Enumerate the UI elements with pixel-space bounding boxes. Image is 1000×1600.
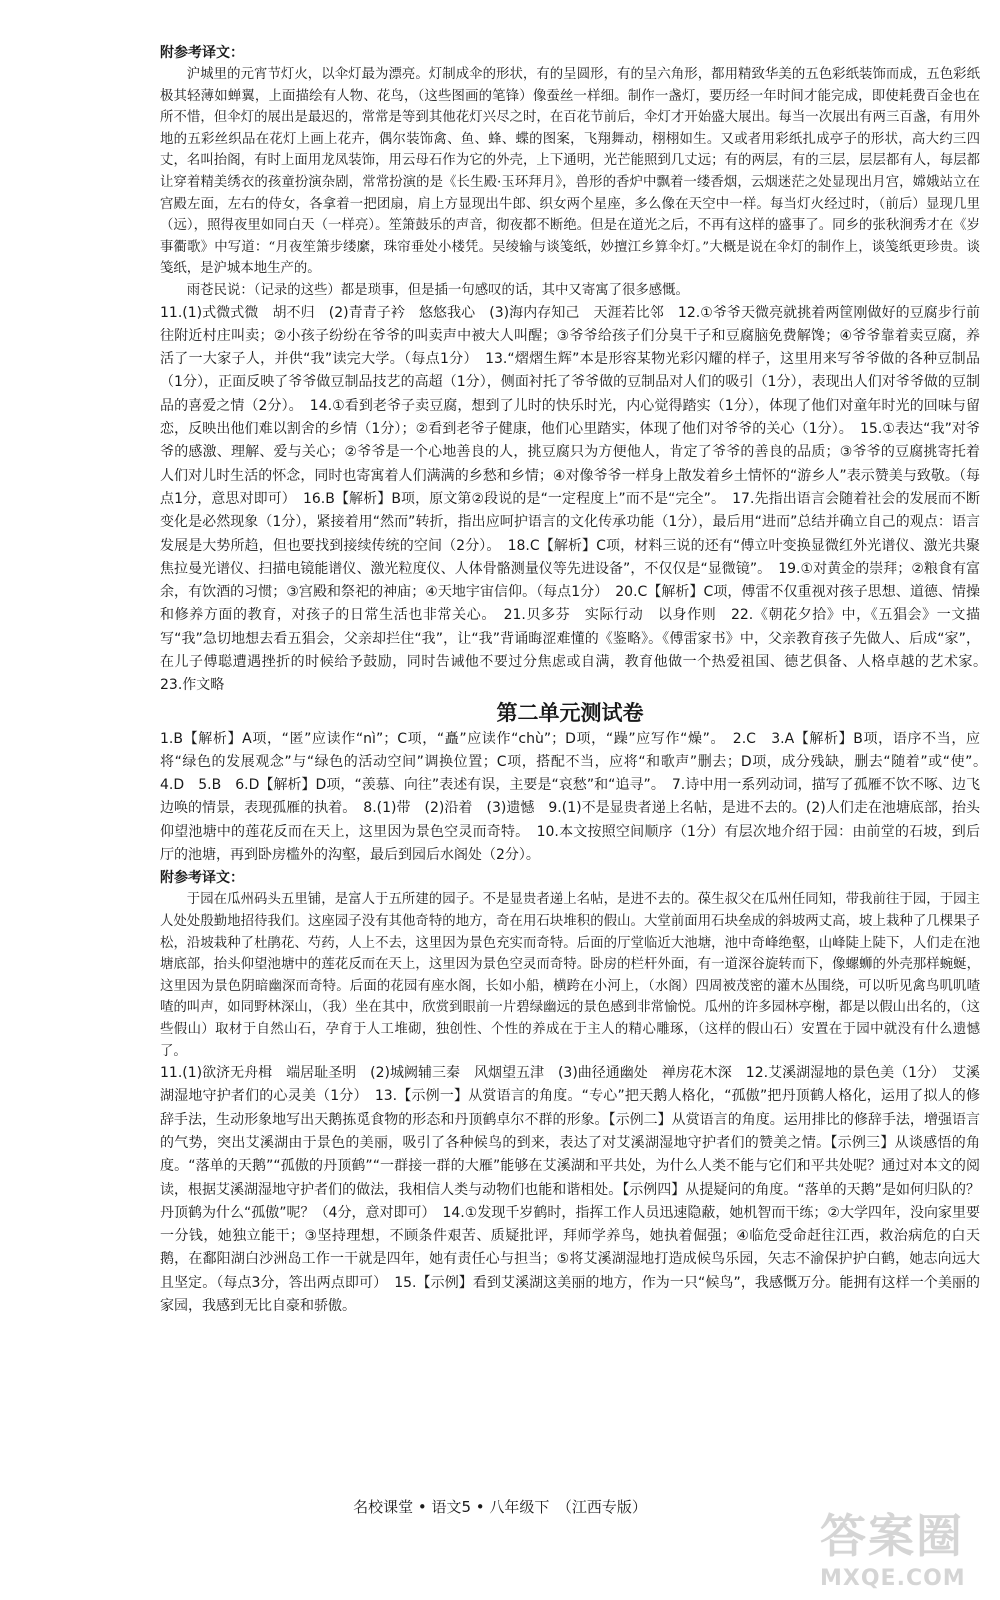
unit-title: 第二单元测试卷: [496, 700, 644, 725]
answer-page: [160, 42, 994, 1318]
translation-heading-2: 附参考译文：: [160, 870, 244, 887]
translation-comment: 雨苍民说：（记录的这些）都是琐事，但是插一句感叹的话，其中又寄寓了很多感慨。: [186, 282, 689, 298]
unit2-answers: 1.B【解析】A项，“匿”应读作“nì”；C项，“矗”应读作“chù”；D项，“躁”应写作“燥”。 2.C 3.A【解析】B项，语序不当，应将“绿色的发展观念”与“绿色的活动空间”调换位置；C项，搭配不当，应将“和歌声”删去；D项，成分残缺，删去“随着”或“使”。 4.D 5.B 6.D【解析】D项，“羡慕、向往”表述有误，主要是“哀愁”和“追寻”。 7.诗中用一系列动词，描写了孤雁不饮不啄、边飞边唤的情景，表现孤雁的执着。 8.(1)带 (2)沿着 (3)遗憾 9.(1)不是显贵者递上名帖，是进不去的。(2)人们走在池塘底部，抬头仰望池塘中的莲花反而在天上，这里因为景色空灵而奇特。 10.本文按照空间顺序（1分）有层次地介绍于园：由前堂的石坡，到后厅的池塘，再到卧房槛外的沟壑，最后到园后水阁处（2分）。: [160, 730, 994, 864]
watermark-logo: 答案圈: [820, 1509, 964, 1563]
translation-text-2: 于园在瓜州码头五里铺，是富人于五所建的园子。不是显贵者递上名帖，是进不去的。葆生叔父在瓜州任同知，带我前往于园，于园主人处处殷勤地招待我们。这座园子没有其他奇特的地方，奇在用石块堆积的假山。大堂前面用石块垒成的斜坡两丈高，坡上栽种了几棵果子松，沿坡栽种了杜鹃花、芍药，人上不去，这里因为景色充实而奇特。后面的厅堂临近大池塘，池中奇峰绝壑，山峰陡上陡下，人们走在池塘底部，抬头仰望池塘中的莲花反而在天上，这里因为景色空灵而奇特。卧房的栏杆外面，有一道深谷旋转而下，像螺蛳的外壳那样蜿蜒，这里因为景色阴暗幽深而奇特。后面的花园有座水阁，长如小船，横跨在小河上，（水阁）四周被茂密的灌木丛围绕，可以听见禽鸟叽叽喳喳的叫声，如同野林深山，（我）坐在其中，欣赏到眼前一片碧绿幽远的景色感到非常愉悦。瓜州的许多园林亭榭，都是以假山出名的，（这些假山）取材于自然山石，孕育于人工堆砌，独创性、个性的养成在于主人的精心雕琢，（这样的假山石）安置在于园中就没有什么遗憾了。: [160, 892, 980, 1059]
translation-heading: 附参考译文：: [160, 45, 244, 61]
unit2-answers-2: 11.(1)欲济无舟楫 端居耻圣明 (2)城阙辅三秦 风烟望五津 (3)曲径通幽处 禅房花木深 12.艾溪湖湿地的景色美（1分） 艾溪湖湿地守护者们的心灵美（1分） 13.【示例一】从赏语言的角度。“专心”把天鹅人格化，“孤傲”把丹顶鹤人格化，运用了拟人的修辞手法，生动形象地写出天鹅拣觅食物的形态和丹顶鹤卓尔不群的形象。【示例二】从赏语言的角度。运用排比的修辞手法，增强语言的气势，突出艾溪湖由于景色的美丽，吸引了各种候鸟的到来，表达了对艾溪湖湿地守护者们的赞美之情。【示例三】从谈感悟的角度。“落单的天鹅”“孤傲的丹顶鹤”“一群接一群的大雁”能够在艾溪湖和平共处，为什么人类不能与它们和平共处呢？通过对本文的阅读，根据艾溪湖湿地守护者们的做法，我相信人类与动物们也能和谐相处。【示例四】从提疑问的角度。“落单的天鹅”是如何归队的？丹顶鹤为什么“孤傲”呢？（4分，意对即可） 14.①发现千岁鹤时，指挥工作人员迅速隐蔽，她机智而干练；②大学四年，没向家里要一分钱，她独立能干；③坚持理想，不顾条件艰苦、质疑批评，拜师学养鸟，她执着倔强；④临危受命赶往江西，救治病危的白天鹅，在鄱阳湖白沙洲岛工作一干就是四年，她有责任心与担当；⑤将艾溪湖湿地打造成候鸟乐园，矢志不渝保护护白鹤，她志向远大且坚定。（每点3分，答出两点即可） 15.【示例】看到艾溪湖这美丽的地方，作为一只“候鸟”，我感慨万分。能拥有这样一个美丽的家园，我感到无比自豪和骄傲。: [160, 1065, 980, 1315]
watermark-url: MXQE.COM: [820, 1566, 966, 1591]
translation-text: 沪城里的元宵节灯火，以伞灯最为漂亮。灯制成伞的形状，有的呈圆形，有的呈六角形，都用精致华美的五色彩纸装饰而成，五色彩纸极其轻薄如蝉翼，上面描绘有人物、花鸟，（这些图画的笔锋）像蚕丝一样细。制作一盏灯，要历经一年时间才能完成，即使耗费百金也在所不惜，但伞灯的展出是最迟的，常常是等到其他花灯兴尽之时，在百花节前后，伞灯才开始盛大展出。每当一次展出有两三百盏，有用外地的五彩丝织品在花灯上画上花卉，偶尔装饰禽、鱼、蜂、蝶的图案，飞翔舞动，栩栩如生。又或者用彩纸扎成亭子的形状，高大约三四丈，名叫抬阁，有时上面用龙凤装饰，用云母石作为它的外壳，上下通明，光芒能照到几丈远；有的两层，有的三层，层层都有人，每层都让穿着精美绣衣的孩童扮演杂剧，常常扮演的是《长生殿·玉环拜月》，兽形的香炉中飘着一缕香烟，云烟迷茫之处显现出月宫，嫦娥站立在宫殿左面，左右的侍女，各拿着一把团扇，肩上方显现出牛郎、织女两个星座，多么像在天空中一样。每当灯火经过时，（前后）显现几里（远），照得夜里如同白天（一样亮）。笙箫鼓乐的声音，彻夜都不断绝。但是在道光之后，不再有这样的盛事了。同乡的张秋涧秀才在《岁事衢歌》中写道：“月夜笙箫步缕縻，珠帘垂处小楼凭。吴绫输与谈笺纸，妙擅江乡算伞灯。”大概是说在伞灯的制作上，谈笺纸更珍贵。谈笺纸，是沪城本地生产的。: [160, 67, 980, 277]
page-footer: 名校课堂 • 语文5 • 八年级下 （江西专版）: [353, 1498, 647, 1516]
watermark: [820, 1500, 980, 1590]
answers-block: 11.(1)式微式微 胡不归 (2)青青子衿 悠悠我心 (3)海内存知己 天涯若比邻 12.①爷爷天微亮就挑着两筐刚做好的豆腐步行前往附近村庄叫卖；②小孩子纷纷在爷爷的叫卖声中被大人叫醒；③爷爷给孩子们分臭干子和豆腐脑免费解馋；④爷爷靠着卖豆腐，养活了一大家子人，并供“我”读完大学。（每点1分） 13.“熠熠生辉”本是形容某物光彩闪耀的样子，这里用来写爷爷做的各种豆制品（1分），正面反映了爷爷做豆制品技艺的高超（1分），侧面衬托了爷爷做的豆制品对人们的吸引（1分），表现出人们对爷爷做的豆制品的喜爱之情（2分）。 14.①看到老爷子卖豆腐，想到了儿时的快乐时光，内心觉得踏实（1分），体现了他们对童年时光的回味与留恋，反映出他们难以割舍的乡情（1分）；②看到老爷子健康，他们心里踏实，体现了他们对爷爷的关心（1分）。 15.①表达“我”对爷爷的感激、理解、爱与关心；②爷爷是一个心地善良的人，挑豆腐只为方便他人，肯定了爷爷的善良的品质；③爷爷的豆腐挑寄托着人们对儿时生活的怀念，同时也寄寓着人们满满的乡愁和乡情；④对像爷爷一样身上散发着乡土情怀的“游乡人”表示赞美与致敬。（每点1分，意思对即可） 16.B【解析】B项，原文第②段说的是“一定程度上”而不是“完全”。 17.先指出语言会随着社会的发展而不断变化是必然现象（1分），紧接着用“然而”转折，指出应呵护语言的文化传承功能（1分），最后用“进而”总结并确立自己的观点：语言发展是大势所趋，但也要找到接续传统的空间（2分）。 18.C【解析】C项，材料三说的还有“傅立叶变换显微红外光谱仪、激光共聚焦拉曼光谱仪、扫描电镜能谱仪、激光粒度仪、人体骨骼测量仪等先进设备”，不仅仅是“显微镜”。 19.①对黄金的崇拜；②粮食有富余，有饮酒的习惯；③宫殿和祭祀的神庙；④天地宇宙信仰。（每点1分） 20.C【解析】C项，傅雷不仅重视对孩子思想、道德、情操和修养方面的教育，对孩子的日常生活也非常关心。 21.贝多芬 实际行动 以身作则 22.《朝花夕拾》中，《五猖会》一文描写“我”急切地想去看五猖会，父亲却拦住“我”，让“我”背诵晦涩难懂的《鉴略》。《傅雷家书》中，父亲教育孩子先做人、后成“家”，在儿子傅聪遭遇挫折的时候给予鼓励，同时告诫他不要过分焦虑或自满，教育他做一个热爱祖国、德艺俱备、人格卓越的艺术家。 23.作文略: [160, 304, 994, 694]
